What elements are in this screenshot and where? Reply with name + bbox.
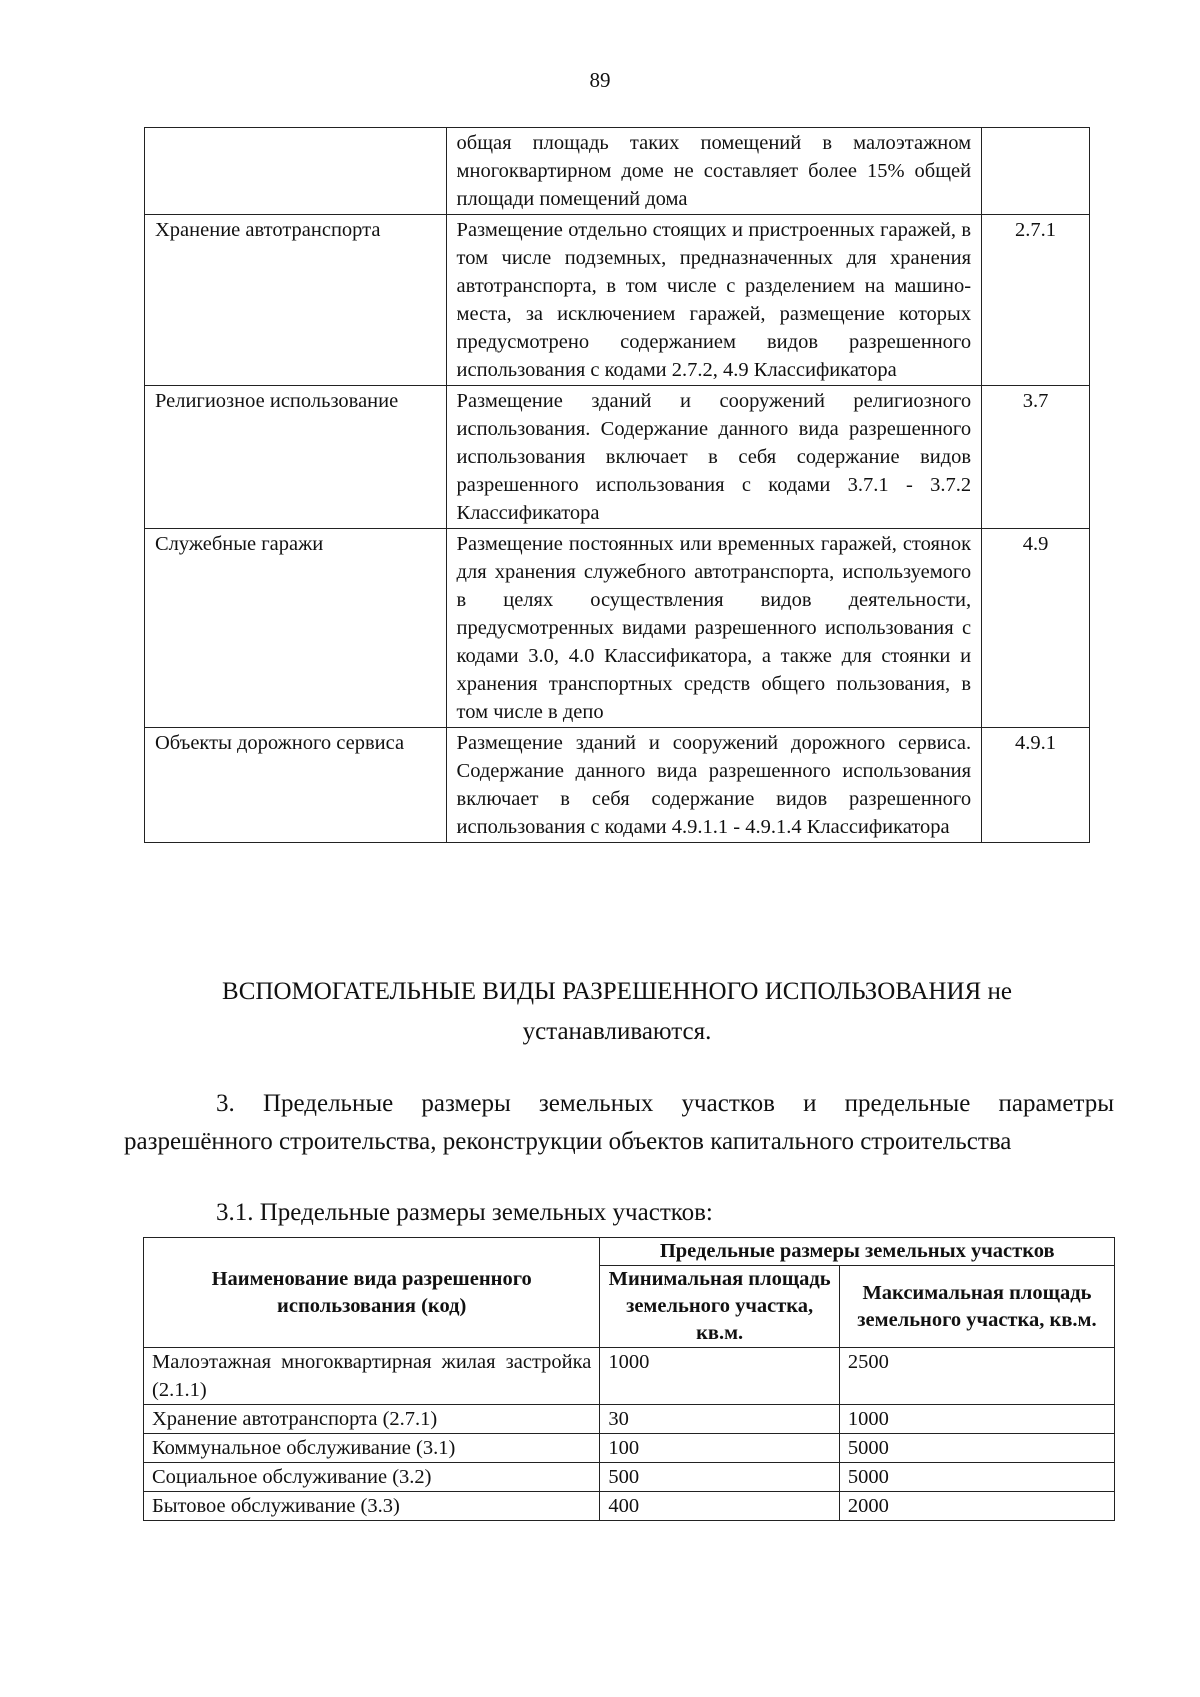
use-name: Религиозное использование	[145, 386, 447, 529]
min-area-cell: 500	[600, 1463, 840, 1492]
permitted-uses-table	[144, 127, 1090, 843]
use-code: 3.7	[982, 386, 1090, 529]
max-area-cell: 5000	[839, 1463, 1114, 1492]
table-row	[145, 215, 1090, 386]
use-description: Размещение зданий и сооружений дорожного сервиса. Содержание данного вида разрешенного использования включает в себя содержание видов разрешенного использования с кодами 4.9.1.1 - 4.9.1.4 Классификатора	[446, 728, 982, 843]
max-area-cell: 2000	[839, 1492, 1114, 1521]
table-row	[144, 1405, 1115, 1434]
header-size-limits-group: Предельные размеры земельных участков	[600, 1238, 1115, 1266]
use-name: Хранение автотранспорта	[145, 215, 447, 386]
max-area-cell: 1000	[839, 1405, 1114, 1434]
table-row	[144, 1492, 1115, 1521]
min-area-cell: 1000	[600, 1348, 840, 1405]
use-description: Размещение постоянных или временных гаражей, стоянок для хранения служебного автотранспорта, используемого в целях осуществления видов деятельности, предусмотренных видами разрешенного использования с кодами 3.0, 4.0 Классификатора, а также для стоянки и хранения транспортных средств общего пользования, в том числе в депо	[446, 529, 982, 728]
use-name: Служебные гаражи	[145, 529, 447, 728]
use-description: Размещение отдельно стоящих и пристроенных гаражей, в том числе подземных, предназначенных для хранения автотранспорта, в том числе с разделением на машино-места, за исключением гаражей, размещение которых предусмотрено содержанием видов разрешенного использования с кодами 2.7.2, 4.9 Классификатора	[446, 215, 982, 386]
table-header-row	[144, 1238, 1115, 1266]
auxiliary-uses-heading: ВСПОМОГАТЕЛЬНЫЕ ВИДЫ РАЗРЕШЕННОГО ИСПОЛЬЗОВАНИЯ не устанавливаются.	[222, 978, 1012, 1045]
max-area-cell: 5000	[839, 1434, 1114, 1463]
header-min-area: Минимальная площадь земельного участка, кв.м.	[600, 1266, 840, 1348]
use-name-cell: Коммунальное обслуживание (3.1)	[144, 1434, 600, 1463]
table-row	[144, 1348, 1115, 1405]
use-name-cell: Хранение автотранспорта (2.7.1)	[144, 1405, 600, 1434]
min-area-cell: 400	[600, 1492, 840, 1521]
min-area-cell: 30	[600, 1405, 840, 1434]
page-number: 89	[589, 68, 611, 92]
table-row	[145, 529, 1090, 728]
use-description: общая площадь таких помещений в малоэтажном многоквартирном доме не составляет более 15% общей площади помещений дома	[446, 128, 982, 215]
section-3-1-heading: 3.1. Предельные размеры земельных участков:	[216, 1199, 713, 1226]
table-row	[145, 128, 1090, 215]
use-description: Размещение зданий и сооружений религиозного использования. Содержание данного вида разрешенного использования включает в себя содержание видов разрешенного использования с кодами 3.7.1 - 3.7.2 Классификатора	[446, 386, 982, 529]
plot-size-limits-table	[143, 1237, 1115, 1521]
table-row	[145, 386, 1090, 529]
use-name: Объекты дорожного сервиса	[145, 728, 447, 843]
use-name-cell: Социальное обслуживание (3.2)	[144, 1463, 600, 1492]
max-area-cell: 2500	[839, 1348, 1114, 1405]
table-row	[144, 1434, 1115, 1463]
header-max-area: Максимальная площадь земельного участка, кв.м.	[839, 1266, 1114, 1348]
table-row	[144, 1463, 1115, 1492]
use-name	[145, 128, 447, 215]
use-name-cell: Бытовое обслуживание (3.3)	[144, 1492, 600, 1521]
use-name-cell: Малоэтажная многоквартирная жилая застройка (2.1.1)	[144, 1348, 600, 1405]
table-row	[145, 728, 1090, 843]
min-area-cell: 100	[600, 1434, 840, 1463]
section-3-paragraph: 3. Предельные размеры земельных участков и предельные параметры разрешённого строительства, реконструкции объектов капитального строительства	[124, 1090, 1114, 1155]
use-code	[982, 128, 1090, 215]
use-code: 4.9.1	[982, 728, 1090, 843]
use-code: 2.7.1	[982, 215, 1090, 386]
header-use-name: Наименование вида разрешенного использования (код)	[144, 1238, 600, 1348]
use-code: 4.9	[982, 529, 1090, 728]
